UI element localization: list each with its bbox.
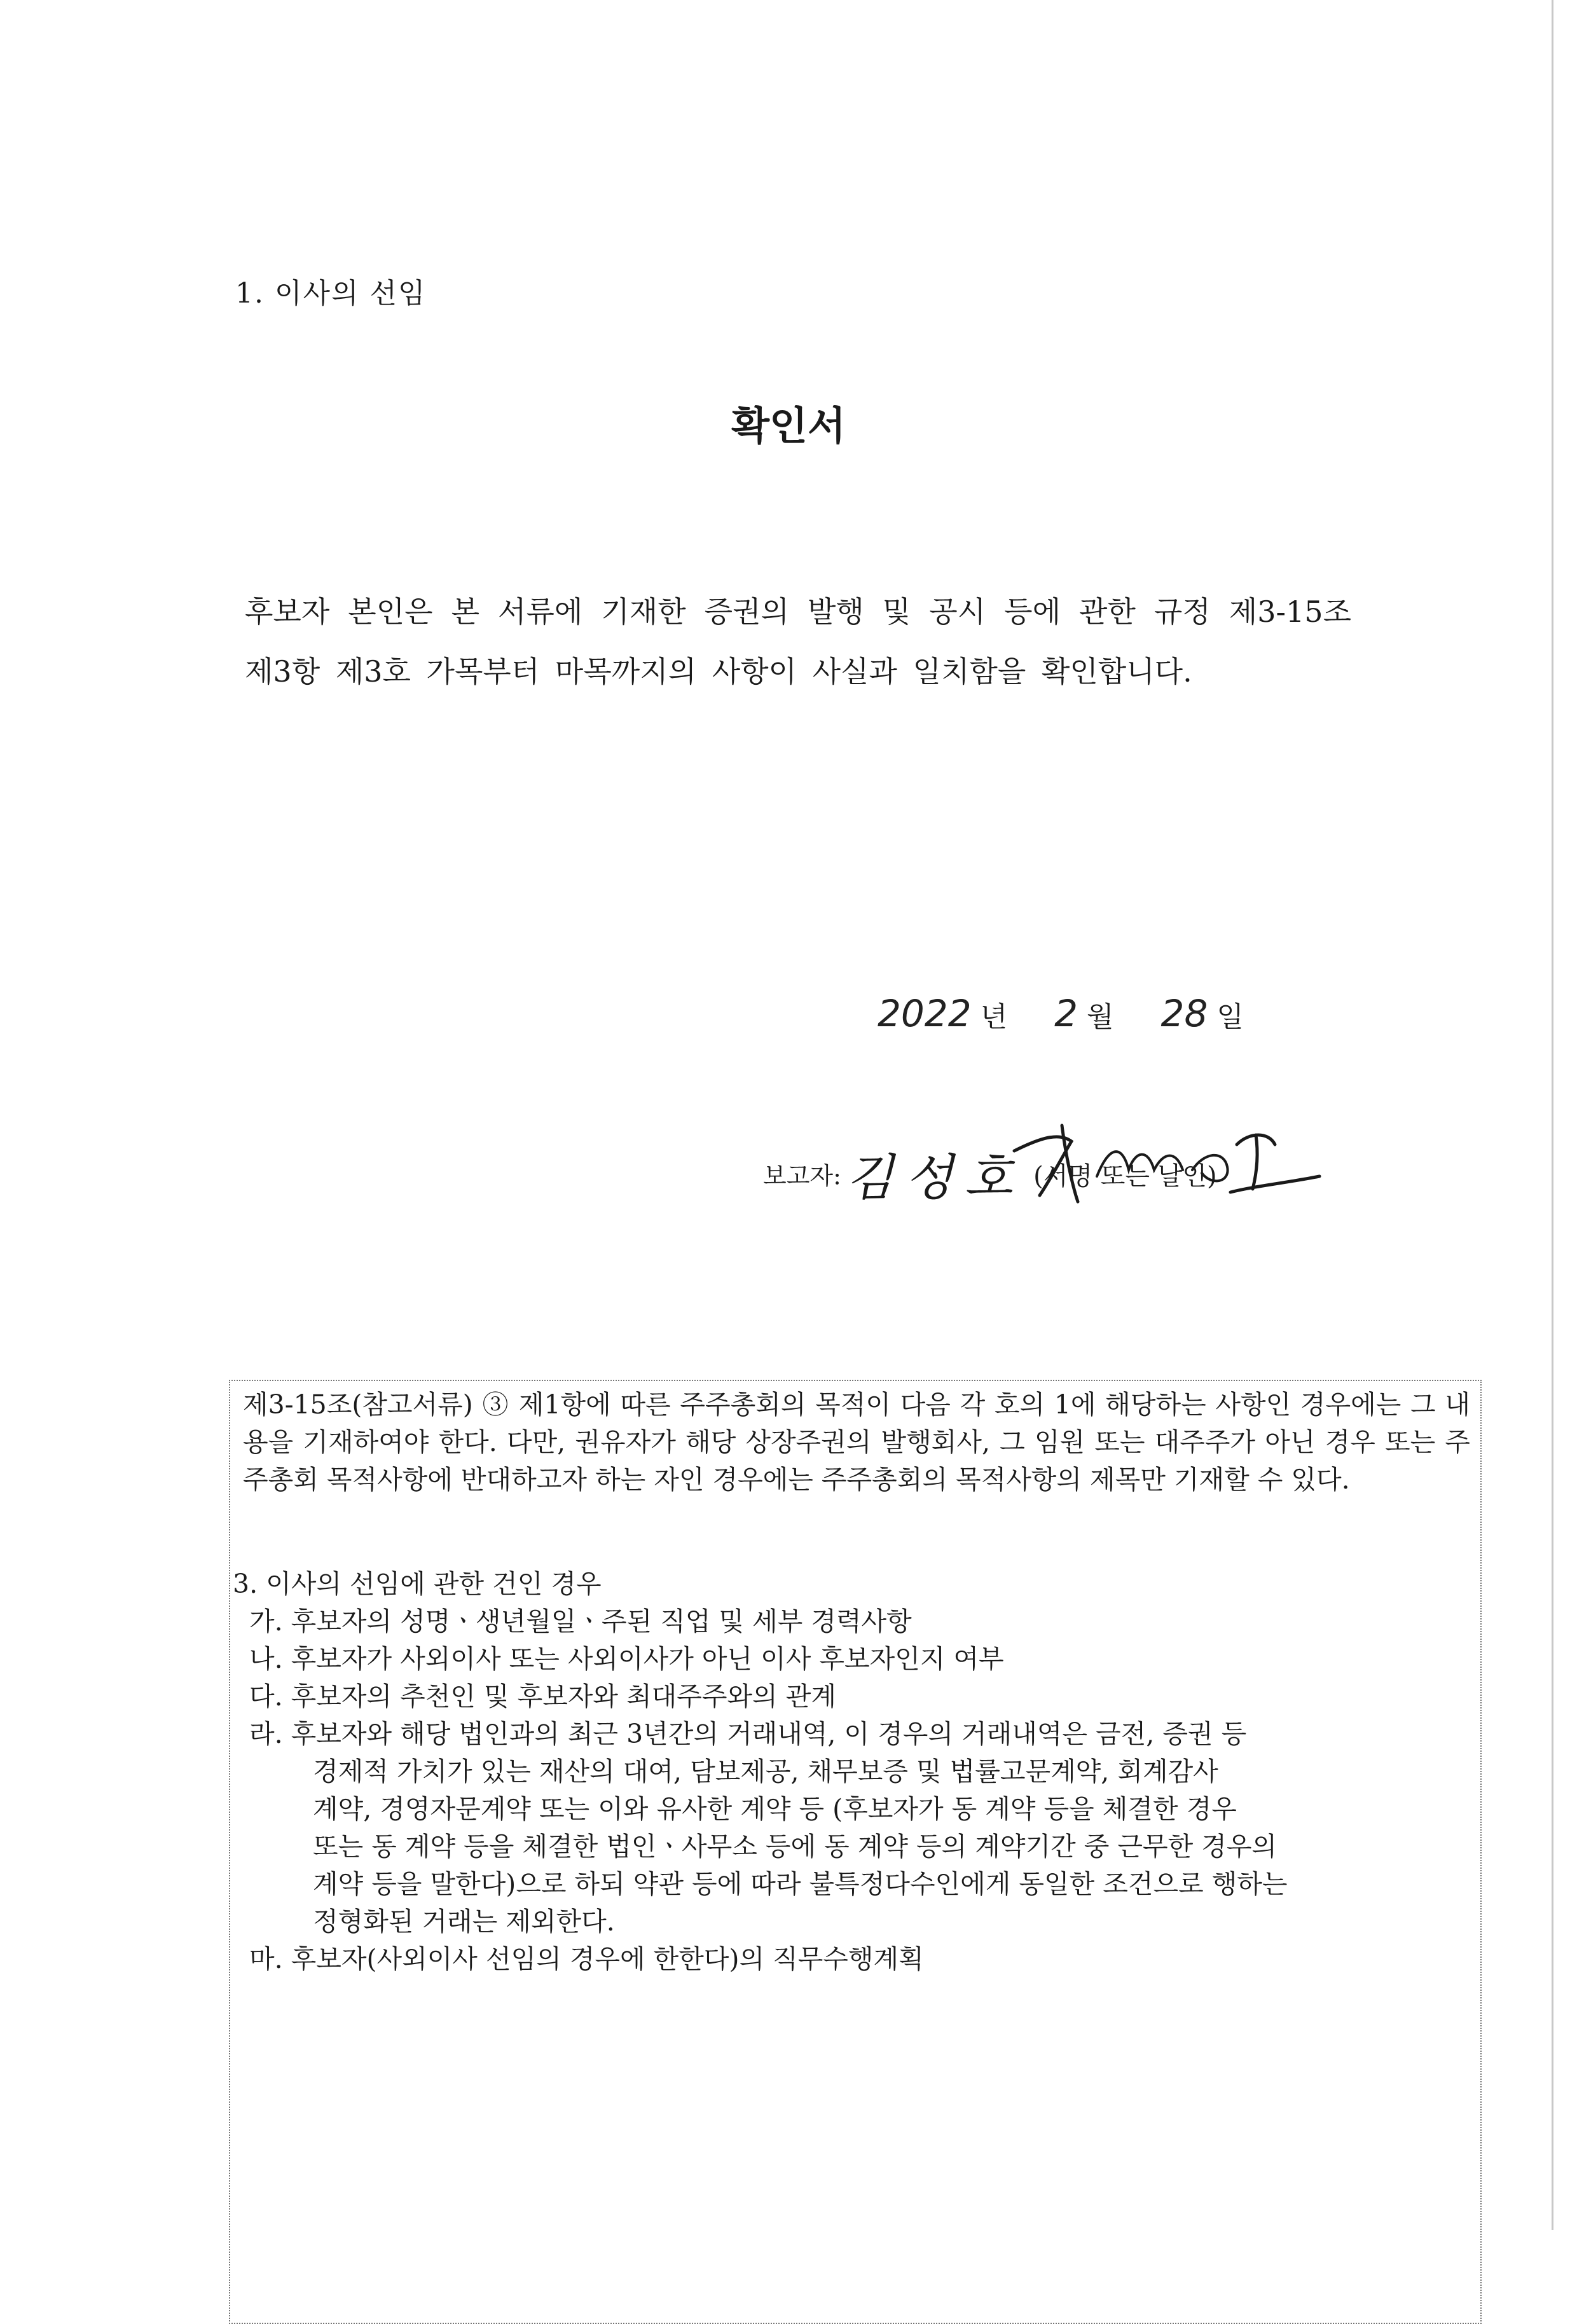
regulation-item-da: 다. 후보자의 추천인 및 후보자와 최대주주와의 관계: [249, 1681, 836, 1712]
regulation-intro: 제3-15조(참고서류) ③ 제1항에 따른 주주총회의 목적이 다음 각 호의 1에 해당하는 사항인 경우에는 그 내용을 기재하여야 한다. 다만, 권유자가 해당 상장주권의 발행회사, 그 임원 또는 대주주가 아닌 경우 또는 주주총회 목적사항에 반대하고자 하는 자인 경우에는 주주총회의 목적사항의 제목만 기재할 수 있다.: [243, 1389, 1470, 1495]
signature-note: (서명 또는 날인): [1033, 1161, 1217, 1191]
regulation-item-ra-line: 계약 등을 말한다)으로 하되 약관 등에 따라 불특정다수인에게 동일한 조건으로 행하는: [313, 1869, 1288, 1899]
handwritten-signature: [1002, 1106, 1332, 1214]
date-line: [878, 992, 1244, 1035]
regulation-item-ra-line: 또는 동 계약 등을 체결한 법인ㆍ사무소 등에 동 계약 등의 계약기간 중 근무한 경우의: [313, 1831, 1277, 1862]
regulation-item-na: 나. 후보자가 사외이사 또는 사외이사가 아닌 이사 후보자인지 여부: [249, 1644, 1004, 1674]
regulation-item-ra-line: 정형화된 거래는 제외한다.: [313, 1906, 615, 1937]
regulation-item-ra: 라. 후보자와 해당 법인과의 최근 3년간의 거래내역, 이 경우의 거래내역은 금전, 증권 등: [249, 1719, 1247, 1749]
date-month: 2: [1054, 992, 1078, 1035]
reporter-name: 김성호: [846, 1150, 1024, 1207]
confirmation-statement: 후보자 본인은 본 서류에 기재한 증권의 발행 및 공시 등에 관한 규정 제3-15조 제3항 제3호 가목부터 마목까지의 사항이 사실과 일치함을 확인합니다.: [245, 595, 1351, 689]
regulation-item-ra-line: 경제적 가치가 있는 재산의 대여, 담보제공, 채무보증 및 법률고문계약, 회계감사: [313, 1756, 1218, 1787]
section-heading: 1. 이사의 선임: [235, 277, 427, 310]
scan-edge-line: [1552, 0, 1553, 2230]
regulation-item-ra-line: 계약, 경영자문계약 또는 이와 유사한 계약 등 (후보자가 동 계약 등을 체결한 경우: [313, 1794, 1237, 1824]
reporter-label: 보고자:: [763, 1162, 841, 1190]
date-day-label: 일: [1216, 1001, 1244, 1033]
date-year: 2022: [878, 992, 972, 1035]
regulation-item-title: 3. 이사의 선임에 관한 건인 경우: [233, 1569, 602, 1599]
date-day: 28: [1160, 992, 1208, 1035]
date-month-label: 월: [1087, 1001, 1114, 1033]
reference-regulation-box: [229, 1380, 1482, 2324]
regulation-item-ga: 가. 후보자의 성명ㆍ생년월일ㆍ주된 직업 및 세부 경력사항: [249, 1606, 912, 1637]
document-title: 확인서: [731, 402, 846, 449]
regulation-item-ma: 마. 후보자(사외이사 선임의 경우에 한한다)의 직무수행계획: [249, 1944, 924, 1974]
date-year-label: 년: [980, 1001, 1008, 1033]
